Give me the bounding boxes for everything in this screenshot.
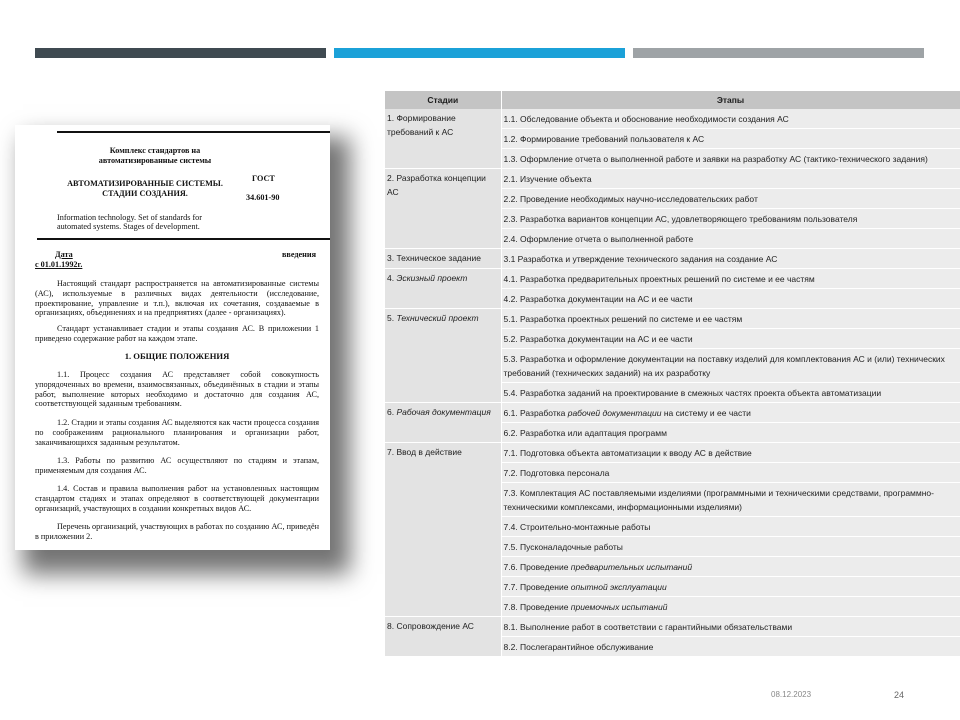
step-cell: 7.8. Проведение приемочных испытаний	[501, 597, 960, 617]
stage-cell: 7. Ввод в действие	[385, 443, 501, 617]
step-cell: 2.1. Изучение объекта	[501, 169, 960, 189]
step-cell: 5.4. Разработка заданий на проектирование в смежных частях проекта объекта автоматизации	[501, 383, 960, 403]
gost-document-image	[15, 125, 330, 550]
step-cell: 7.1. Подготовка объекта автоматизации к вводу АС в действие	[501, 443, 960, 463]
step-cell: 1.2. Формирование требований пользователя к АС	[501, 129, 960, 149]
document-english-line1: Information technology. Set of standards for	[57, 213, 202, 222]
header-bar-gray	[633, 48, 924, 58]
document-paragraph-1-2: 1.2. Стадии и этапы создания АС выделяются как части процесса создания по соображениям рационального планирования и организации работ, заканчивающихся заданным результатом.	[35, 418, 319, 447]
footer-date: 08.12.2023	[771, 690, 812, 699]
document-paragraph-1-3: 1.3. Работы по развитию АС осуществляют по стадиям и этапам, применяемым для создания АС.	[35, 456, 319, 475]
step-cell: 6.1. Разработка рабочей документации на систему и ее части	[501, 403, 960, 423]
document-mid-rule	[37, 238, 330, 240]
step-cell: 5.3. Разработка и оформление документации на поставку изделий для комплектования АС и (или) технических требований (технических заданий) на их разработку	[501, 349, 960, 383]
stage-cell: 6. Рабочая документация	[385, 403, 501, 443]
table-row	[385, 169, 960, 189]
step-cell: 7.2. Подготовка персонала	[501, 463, 960, 483]
document-paragraph-1-1: 1.1. Процесс создания АС представляет собой совокупность упорядоченных во времени, взаимосвязанных, объединённых в стадии и этапы работ, выполнение которых необходимо и достаточно для создания АС, соответствующей заданным требованиям.	[35, 370, 319, 409]
stage-name-text: Технический проект	[396, 313, 479, 323]
table-row	[385, 617, 960, 637]
stage-cell: 8. Сопровождение АС	[385, 617, 501, 657]
header-bar-blue	[334, 48, 625, 58]
step-cell: 5.2. Разработка документации на АС и ее части	[501, 329, 960, 349]
step-cell: 3.1 Разработка и утверждение технического задания на создание АС	[501, 249, 960, 269]
stage-cell: 4. Эскизный проект	[385, 269, 501, 309]
document-gost-label: ГОСТ	[252, 174, 275, 183]
table-row	[385, 249, 960, 269]
step-cell: 4.2. Разработка документации на АС и ее части	[501, 289, 960, 309]
document-paragraph-scope: Настоящий стандарт распространяется на автоматизированные системы (АС), используемые в различных видах деятельности (исследование, проектирование, управление и т.п.), включая их сочетания, создаваемые в организациях, объединениях и на предприятиях (далее - организациях).	[35, 279, 319, 318]
document-paragraph-list: Перечень организаций, участвующих в работах по созданию АС, приведён в приложении 2.	[35, 522, 319, 541]
step-cell: 8.1. Выполнение работ в соответствии с гарантийными обязательствами	[501, 617, 960, 637]
header-bar-dark	[35, 48, 326, 58]
slide-number: 24	[894, 690, 905, 700]
table-row	[385, 443, 960, 463]
table-row	[385, 309, 960, 329]
step-cell: 8.2. Послегарантийное обслуживание	[501, 637, 960, 657]
step-cell: 1.3. Оформление отчета о выполненной работе и заявки на разработку АС (тактико-технического задания)	[501, 149, 960, 169]
document-title-line2: СТАДИИ СОЗДАНИЯ.	[102, 189, 188, 198]
stage-name-text: Рабочая документация	[396, 407, 491, 417]
document-gost-number: 34.601-90	[246, 193, 280, 202]
step-cell: 7.3. Комплектация АС поставляемыми изделиями (программными и техническими средствами, программно-техническими комплексами, информационными изделиями)	[501, 483, 960, 517]
document-paragraph-1-4: 1.4. Состав и правила выполнения работ на установленных настоящим стандартом стадиях и этапах определяют в соответствующей документации организаций, участвующих в создании конкретных видов АС.	[35, 484, 319, 513]
step-cell: 7.5. Пусконаладочные работы	[501, 537, 960, 557]
step-cell: 2.2. Проведение необходимых научно-исследовательских работ	[501, 189, 960, 209]
stage-cell: 2. Разработка концепции АС	[385, 169, 501, 249]
step-cell: 2.4. Оформление отчета о выполненной работе	[501, 229, 960, 249]
stages-table	[385, 91, 960, 657]
document-intro-date: с 01.01.1992г.	[35, 260, 83, 269]
column-header-steps: Этапы	[501, 91, 960, 109]
document-english-line2: automated systems. Stages of development.	[57, 222, 200, 231]
step-cell: 2.3. Разработка вариантов концепции АС, удовлетворяющего требованиям пользователя	[501, 209, 960, 229]
column-header-stages: Стадии	[385, 91, 501, 109]
step-cell: 1.1. Обследование объекта и обоснование необходимости создания АС	[501, 109, 960, 129]
stage-cell: 5. Технический проект	[385, 309, 501, 403]
document-date-label: Дата	[55, 250, 73, 259]
step-cell: 4.1. Разработка предварительных проектных решений по системе и ее частям	[501, 269, 960, 289]
document-intro-label: введения	[282, 250, 317, 259]
step-cell: 5.1. Разработка проектных решений по системе и ее частям	[501, 309, 960, 329]
document-header-line2: автоматизированные системы	[98, 156, 212, 165]
document-section-title: 1. ОБЩИЕ ПОЛОЖЕНИЯ	[124, 351, 230, 361]
stage-cell: 3. Техническое задание	[385, 249, 501, 269]
document-title-line1: АВТОМАТИЗИРОВАННЫЕ СИСТЕМЫ.	[67, 179, 223, 188]
step-cell: 7.7. Проведение опытной эксплуатации	[501, 577, 960, 597]
step-cell: 7.6. Проведение предварительных испытаний	[501, 557, 960, 577]
table-row	[385, 403, 960, 423]
document-top-rule	[57, 131, 330, 133]
table-row	[385, 269, 960, 289]
step-cell: 6.2. Разработка или адаптация программ	[501, 423, 960, 443]
stage-name-text: Эскизный проект	[396, 273, 468, 283]
table-header-row	[385, 91, 960, 109]
step-cell: 7.4. Строительно-монтажные работы	[501, 517, 960, 537]
document-paragraph-purpose: Стандарт устанавливает стадии и этапы создания АС. В приложении 1 приведено содержание работ на каждом этапе.	[35, 324, 319, 343]
table-row	[385, 109, 960, 129]
stage-cell: 1. Формирование требований к АС	[385, 109, 501, 169]
document-header-line1: Комплекс стандартов на	[109, 146, 201, 155]
